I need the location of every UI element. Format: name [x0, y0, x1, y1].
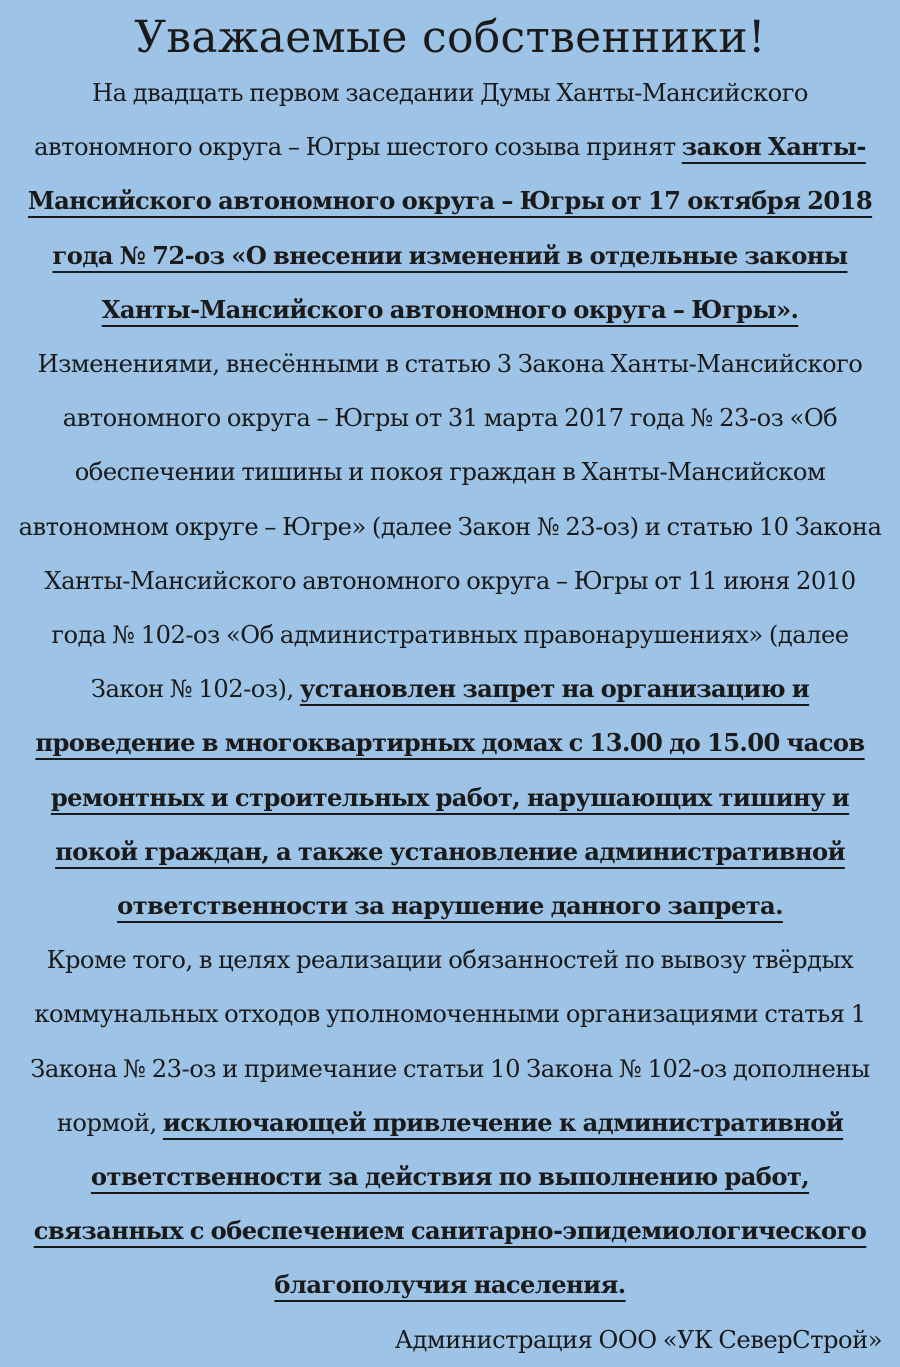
notice-title: Уважаемые собственники!	[134, 12, 766, 63]
paragraph-waste-exemption	[18, 933, 882, 1312]
signature: Администрация ООО «УК СеверСтрой»	[394, 1325, 882, 1354]
paragraph-noise-ban-text: Изменениями, внесёнными в статью 3 Закона Ханты-Мансийского автономного округа – Югры от 31 марта 2017 года № 23-оз «Об обеспечении тишины и покоя граждан в Ханты-Мансийском автономном округе – Югре» (далее Закон № 23-оз) и статью 10 Закона Ханты-Мансийского автономного округа – Югры от 11 июня 2010 года № 102-оз «Об административных правонарушениях» (далее Закон № 102-оз),	[18, 350, 882, 704]
waste-exemption-highlight: исключающей привлечение к административной ответственности за действия по выполнению работ, связанных с обеспечением санитарно-эпидемиологического благополучия населения.	[33, 1107, 867, 1300]
noise-ban-highlight: установлен запрет на организацию и проведение в многоквартирных домах с 13.00 до 15.00 часов ремонтных и строительных работ, нарушающих тишину и покой граждан, а также установление административной ответственности за нарушение данного запрета.	[35, 674, 865, 921]
paragraph-noise-ban	[18, 337, 882, 933]
paragraph-waste-exemption-text: Кроме того, в целях реализации обязанностей по вывозу твёрдых коммунальных отходов уполномоченными организациями статья 1 Закона № 23-оз и примечание статьи 10 Закона № 102-оз дополнены нормой,	[30, 946, 870, 1137]
paragraph-session-law	[18, 66, 882, 337]
law-72-oz-highlight: закон Ханты-Мансийского автономного округа – Югры от 17 октября 2018 года № 72-оз «О внесении изменений в отдельные законы Ханты-Мансийского автономного округа – Югры».	[27, 132, 873, 324]
paragraph-session-law-text: На двадцать первом заседании Думы Ханты-Мансийского автономного округа – Югры шестого созыва принят	[34, 79, 808, 162]
